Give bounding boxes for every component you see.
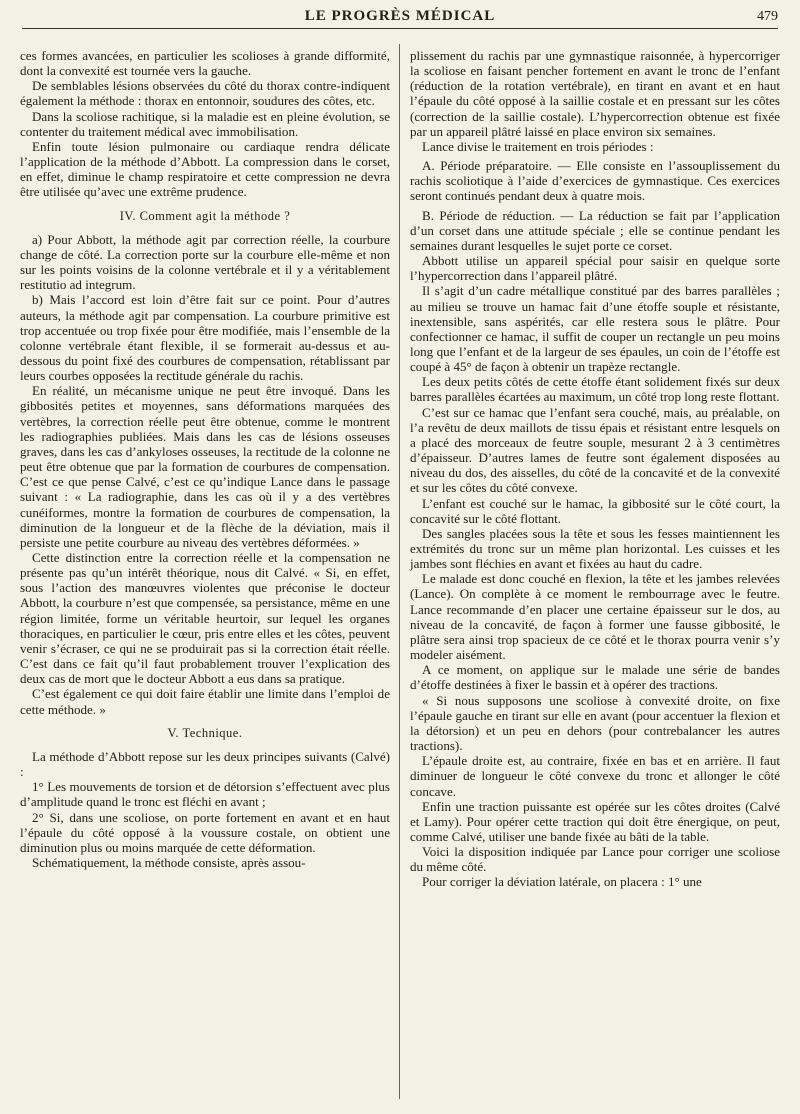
- paragraph: Pour corriger la déviation latérale, on placera : 1° une: [422, 874, 702, 890]
- page-number: 479: [757, 9, 778, 24]
- paragraph: Enfin une traction puissante est opérée sur les côtes droites (Calvé et Lamy). Pour opérer cette traction qui doit être énergique, on peut, comme Calvé, utiliser une bande fixée au bâti de la table.: [410, 798, 780, 844]
- column-divider: [399, 44, 400, 1099]
- paragraph: Lance divise le traitement en trois périodes :: [422, 138, 654, 154]
- paragraph: B. Période de réduction. — La réduction se fait par l’application d’un corset dans une attitude spéciale ; elle se continue pendant les semaines durant lesquelles le sujet porte ce corset.: [410, 207, 780, 253]
- section-heading-v: V. Technique.: [167, 725, 243, 740]
- paragraph: De semblables lésions observées du côté du thorax contre-indiquent également la méthode : thorax en entonnoir, soudures des côtes, etc.: [20, 78, 390, 109]
- paragraph: C’est sur ce hamac que l’enfant sera couché, mais, au préalable, on l’a revêtu de deux maillots de tissu épais et résistant entre lesquels on a placé des morceaux de feutre souple, mesurant 2 à 3 centimètres d’épaisseur. D’autres lames de feutre sont également disposées au niveau du dos, des aisselles, du côté de la concavité et de la convexité et sur les côtes du côté convexe.: [410, 404, 780, 496]
- running-head: LE PROGRÈS MÉDICAL: [304, 8, 496, 24]
- paragraph: plissement du rachis par une gymnastique raisonnée, à hypercorriger la scoliose en faisant pencher fortement en avant le tronc de l’enfant (réduction de la rotation vertébrale), en tirant en avant et en haut l’épaule du côté opposé à la saillie costale et en pressant sur les côtes (correction de la saillie costale). L’hypercorrection obtenue est fixée par un appareil plâtré laissé en place environ six semaines.: [410, 48, 780, 139]
- paragraph: Schématiquement, la méthode consiste, après assou-: [32, 854, 306, 870]
- paragraph: L’épaule droite est, au contraire, fixée en bas et en arrière. Il faut diminuer de longueur le côté convexe du tronc et allonger le côté concave.: [410, 753, 780, 799]
- paragraph: Enfin toute lésion pulmonaire ou cardiaque rendra délicate l’application de la méthode d’Abbott. La compression dans le corset, en effet, diminue le champ respiratoire et cette compression ne devra être utilisée qu’avec une extrême prudence.: [20, 138, 390, 200]
- paragraph: Les deux petits côtés de cette étoffe étant solidement fixés sur deux barres parallèles écartées au maximum, un côté trop long reste flottant.: [410, 374, 780, 405]
- paragraph: Abbott utilise un appareil spécial pour saisir en quelque sorte l’hypercorrection dans l’appareil plâtré.: [410, 253, 780, 284]
- left-column: [20, 48, 390, 870]
- paragraph: « Si nous supposons une scoliose à convexité droite, on fixe l’épaule gauche en tirant sur elle en avant (pour accentuer la flexion et la détorsion) et un peu en dehors (pour contrebalancer les autres tractions).: [410, 692, 780, 754]
- paragraph: 2° Si, dans une scoliose, on porte fortement en avant et en haut l’épaule du côté opposé à la voussure costale, on obtient une diminution plus ou moins marquée de cette déformation.: [20, 809, 390, 855]
- paragraph: ces formes avancées, en particulier les scolioses à grande difformité, dont la convexité est tournée vers la gauche.: [20, 48, 390, 79]
- paragraph: A ce moment, on applique sur le malade une série de bandes d’étoffe destinées à fixer le bassin et à opérer des tractions.: [410, 662, 780, 693]
- paragraph: Cette distinction entre la correction réelle et la compensation ne présente pas qu’un intérêt théorique, nous dit Calvé. « Si, en effet, sous l’action des manœuvres violentes que préconise le docteur Abbott, la courbure n’est que compensée, sa persistance, même en une région limitée, forme un véritable heurtoir, sur lequel les organes thoraciques, en particulier le cœur, pris entre elles et les côtes, peuvent venir s’écraser, ce qui ne se produirait pas si la correction était réelle. C’est dans ce fait qu’il faut probablement trouver l’explication des deux cas de mort que le docteur Abbott a eus dans sa pratique.: [20, 550, 390, 687]
- paragraph: Le malade est donc couché en flexion, la tête et les jambes relevées (Lance). On complète à ce moment le rembourrage avec le feutre. Lance recommande d’en placer une certaine épaisseur sur le dos, au niveau de la concavité, de façon à former une fausse gibbosité, le plâtre sera ainsi trop spacieux de ce côté et le thorax pourra venir s’y modeler aisément.: [410, 571, 780, 663]
- right-column: [410, 48, 780, 890]
- paragraph: La méthode d’Abbott repose sur les deux principes suivants (Calvé) :: [20, 748, 390, 780]
- paragraph: C’est également ce qui doit faire établir une limite dans l’emploi de cette méthode. »: [20, 686, 390, 717]
- paragraph: A. Période préparatoire. — Elle consiste en l’assouplissement du rachis scoliotique à l’aide d’exercices de gymnastique. Ces exercices seront continués pendant deux à quatre mois.: [410, 158, 780, 204]
- paragraph: a) Pour Abbott, la méthode agit par correction réelle, la courbure change de côté. La correction porte sur la courbure elle-même et non sur les points voisins de la colonne vertébrale et il y a véritablement restitutio ad integrum.: [20, 231, 390, 293]
- paragraph: b) Mais l’accord est loin d’être fait sur ce point. Pour d’autres auteurs, la méthode agit par compensation. La courbure primitive est trop accentuée ou trop fixée pour être modifiée, mais l’ensemble de la colonne vertébrale étant flexible, il se formerait au-dessus et au-dessous du point fixé des courbures de compensation, rétablissant par leurs courbes opposées la rectitude générale du rachis.: [20, 292, 390, 384]
- page-header: [22, 6, 778, 29]
- paragraph: Voici la disposition indiquée par Lance pour corriger une scoliose du même côté.: [410, 844, 780, 875]
- paragraph: Il s’agit d’un cadre métallique constitué par des barres parallèles ; au milieu se trouve un hamac fait d’une étoffe souple et résistante, inextensible, sans aspérités, car elle restera sous le plâtre. Pour confectionner ce hamac, il suffit de couper un rectangle un peu moins long que l’enfant et de la largeur de ses épaules, un coin de l’étoffe est coupé à 45° de façon à obtenir un trapèze rectangle.: [410, 283, 780, 375]
- paragraph: L’enfant est couché sur le hamac, la gibbosité sur le côté court, la concavité sur le côté flottant.: [410, 495, 780, 526]
- paragraph: En réalité, un mécanisme unique ne peut être invoqué. Dans les gibbosités petites et moyennes, sans déformations marquées des vertèbres, la correction réelle peut être obtenue, comme le montrent les radiographies publiées. Mais dans les cas de lésions osseuses graves, dans les cas d’ankyloses osseuses, la rectitude de la colonne ne peut être obtenue que par la formation de courbures de compensation. C’est ce que pense Calvé, c’est ce qu’indique Lance dans le passage suivant : « La radiographie, dans les cas où il y a des vertèbres cunéiformes, montre la formation de courbures de compensation, la diminution de la longueur et de la flèche de la déviation, mais il persiste une petite courbure au niveau des vertèbres déformées. »: [20, 383, 390, 550]
- section-heading-iv: IV. Comment agit la méthode ?: [119, 208, 291, 223]
- paragraph: 1° Les mouvements de torsion et de détorsion s’effectuent avec plus d’amplitude quand le tronc est fléchi en avant ;: [20, 779, 390, 810]
- paragraph: Dans la scoliose rachitique, si la maladie est en pleine évolution, se contenter du traitement médical avec immobilisation.: [20, 108, 390, 139]
- paragraph: Des sangles placées sous la tête et sous les fesses maintiennent les extrémités du tronc sur un même plan horizontal. Les cuisses et les jambes sont fléchies en avant et fixées au haut du cadre.: [410, 525, 780, 572]
